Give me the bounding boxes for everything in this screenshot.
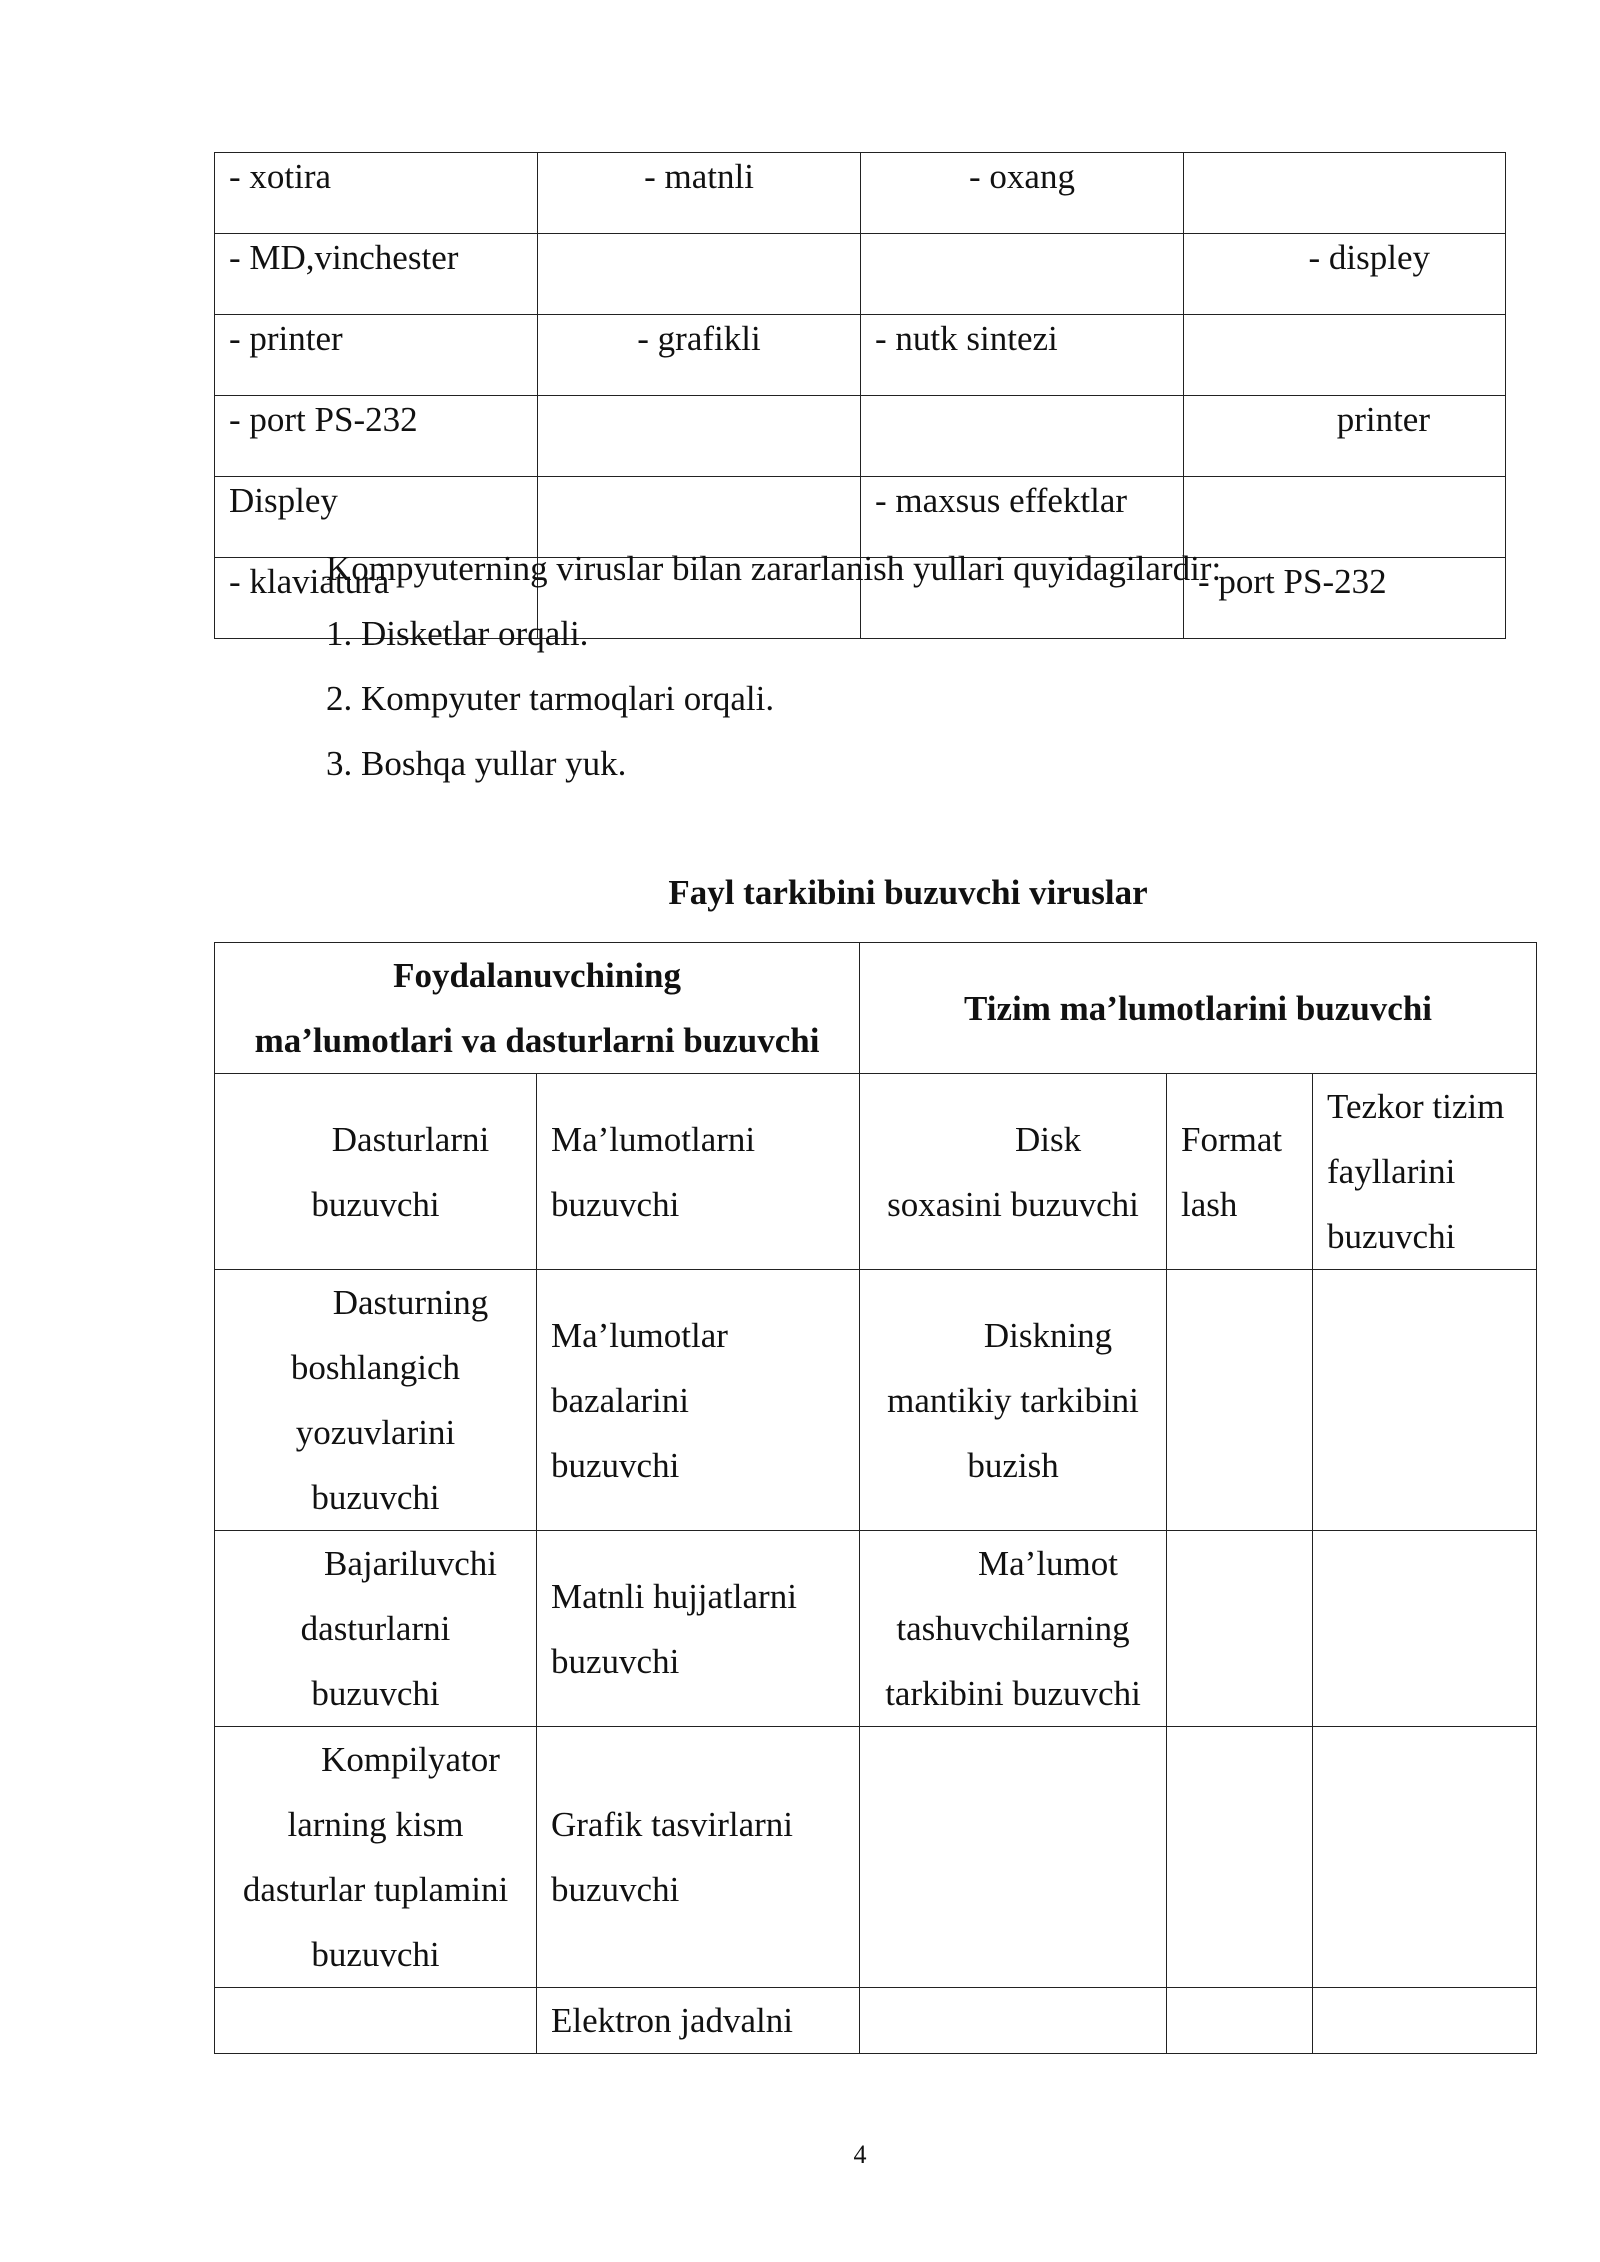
table-cell: - printer [215, 315, 538, 396]
cell-line: Grafik tasvirlarni [551, 1805, 793, 1844]
cell [1167, 1531, 1313, 1727]
cell-line: bazalarini [551, 1380, 689, 1420]
table-cell: - grafikli [538, 315, 861, 396]
cell [1313, 1727, 1537, 1988]
cell-line: buzuvchi [311, 1478, 440, 1517]
header-user-data-line1: Foydalanuvchining [393, 956, 681, 995]
cell [537, 1074, 860, 1270]
table-cell [861, 234, 1184, 315]
cell [215, 1270, 537, 1531]
table-cell [538, 477, 861, 558]
cell [215, 1531, 537, 1727]
virus-table-header-row [215, 943, 1537, 1074]
table-cell [538, 396, 861, 477]
cell [860, 1727, 1167, 1988]
table-cell: - maxsus effektlar [861, 477, 1184, 558]
cell-line: Format [1181, 1119, 1283, 1159]
cell-line: buzuvchi [311, 1935, 440, 1974]
table-row [215, 153, 1506, 234]
cell-line: lash [1181, 1184, 1238, 1224]
table-cell: - oxang [861, 153, 1184, 234]
cell-line: buzuvchi [551, 1870, 680, 1909]
cell-line: Dasturlarni [331, 1119, 490, 1159]
cell [860, 1988, 1167, 2054]
cell-line: Dasturning [332, 1283, 489, 1322]
cell [1167, 1074, 1313, 1270]
page-number: 4 [853, 2140, 867, 2169]
table-cell: - xotira [215, 153, 538, 234]
cell [1167, 1988, 1313, 2054]
header-user-data-line2: ma’lumotlari va dasturlarni buzuvchi [254, 1021, 820, 1060]
cell [860, 1270, 1167, 1531]
cell-line: buzuvchi [551, 1641, 680, 1681]
cell-line: dasturlarni [300, 1609, 451, 1648]
cell-line: Ma’lumot [978, 1544, 1118, 1583]
cell-line: buzuvchi [1327, 1217, 1456, 1256]
cell-line: buzuvchi [311, 1674, 440, 1713]
table-cell: - displey [1184, 234, 1506, 315]
table-row [215, 234, 1506, 315]
table-row [215, 1270, 1537, 1531]
cell [1167, 1727, 1313, 1988]
infection-item-2: 2. Kompyuter tarmoqlari orqali. [326, 679, 775, 718]
table-row [215, 315, 1506, 396]
table-cell: Displey [215, 477, 538, 558]
table-row [215, 1531, 1537, 1727]
table-cell: - MD,vinchester [215, 234, 538, 315]
cell-line: Ma’lumotlarni [551, 1119, 756, 1159]
cell [1313, 1531, 1537, 1727]
cell [215, 1074, 537, 1270]
table-row [215, 477, 1506, 558]
cell-line: fayllarini [1327, 1152, 1456, 1191]
cell-line: Bajariluvchi [323, 1544, 497, 1583]
cell-line: dasturlar tuplamini [242, 1870, 509, 1909]
cell [860, 1531, 1167, 1727]
cell [537, 1988, 860, 2054]
infection-item-1: 1. Disketlar orqali. [326, 614, 589, 653]
infection-intro: Kompyuterning viruslar bilan zararlanish yullari quyidagilardir: [326, 549, 1222, 588]
table-row [215, 1988, 1537, 2054]
virus-table-title: Fayl tarkibini buzuvchi viruslar [668, 873, 1148, 912]
table-cell [538, 234, 861, 315]
cell-line: tarkibini buzuvchi [885, 1674, 1141, 1713]
cell [1167, 1270, 1313, 1531]
cell-line: tashuvchilarning [896, 1609, 1130, 1648]
table-cell [1184, 477, 1506, 558]
table-row [215, 1074, 1537, 1270]
cell [1313, 1074, 1537, 1270]
cell [215, 1988, 537, 2054]
cell-line: boshlangich [290, 1348, 461, 1387]
header-system-data: Tizim ma’lumotlarini buzuvchi [860, 943, 1537, 1074]
virus-table [214, 942, 1537, 2054]
cell [537, 1531, 860, 1727]
table-cell: - klaviatura [215, 558, 538, 639]
cell-line: Kompilyator [321, 1740, 500, 1779]
table-cell: - port PS-232 [1184, 558, 1506, 639]
cell-line: buzuvchi [551, 1184, 680, 1224]
cell-line: soxasini buzuvchi [887, 1184, 1139, 1224]
cell-line: Diskning [983, 1315, 1113, 1355]
infection-item-3: 3. Boshqa yullar yuk. [326, 744, 627, 783]
cell-line: Disk [1014, 1119, 1082, 1159]
cell-line: mantikiy tarkibini [887, 1380, 1139, 1420]
table-cell: - matnli [538, 153, 861, 234]
cell [1313, 1988, 1537, 2054]
cell [537, 1727, 860, 1988]
cell-line: Ma’lumotlar [551, 1315, 728, 1355]
cell-line: buzuvchi [311, 1184, 440, 1224]
cell [860, 1074, 1167, 1270]
cell [537, 1270, 860, 1531]
cell-line: yozuvlarini [295, 1413, 456, 1452]
table-cell: - port PS-232 [215, 396, 538, 477]
cell [1313, 1270, 1537, 1531]
table-row [215, 1727, 1537, 1988]
cell-line: Matnli hujjatlarni [551, 1576, 797, 1616]
cell-line: larning kism [287, 1805, 464, 1844]
header-user-data [215, 943, 860, 1074]
table-cell [1184, 153, 1506, 234]
cell [215, 1727, 537, 1988]
cell-line: Tezkor tizim [1327, 1087, 1505, 1126]
table-row [215, 396, 1506, 477]
cell-line: Elektron jadvalni [551, 2001, 794, 2040]
table-cell: - nutk sintezi [861, 315, 1184, 396]
table-cell: printer [1184, 396, 1506, 477]
table-cell [1184, 315, 1506, 396]
table-cell [861, 396, 1184, 477]
cell-line: buzish [967, 1445, 1059, 1485]
cell-line: buzuvchi [551, 1445, 680, 1485]
